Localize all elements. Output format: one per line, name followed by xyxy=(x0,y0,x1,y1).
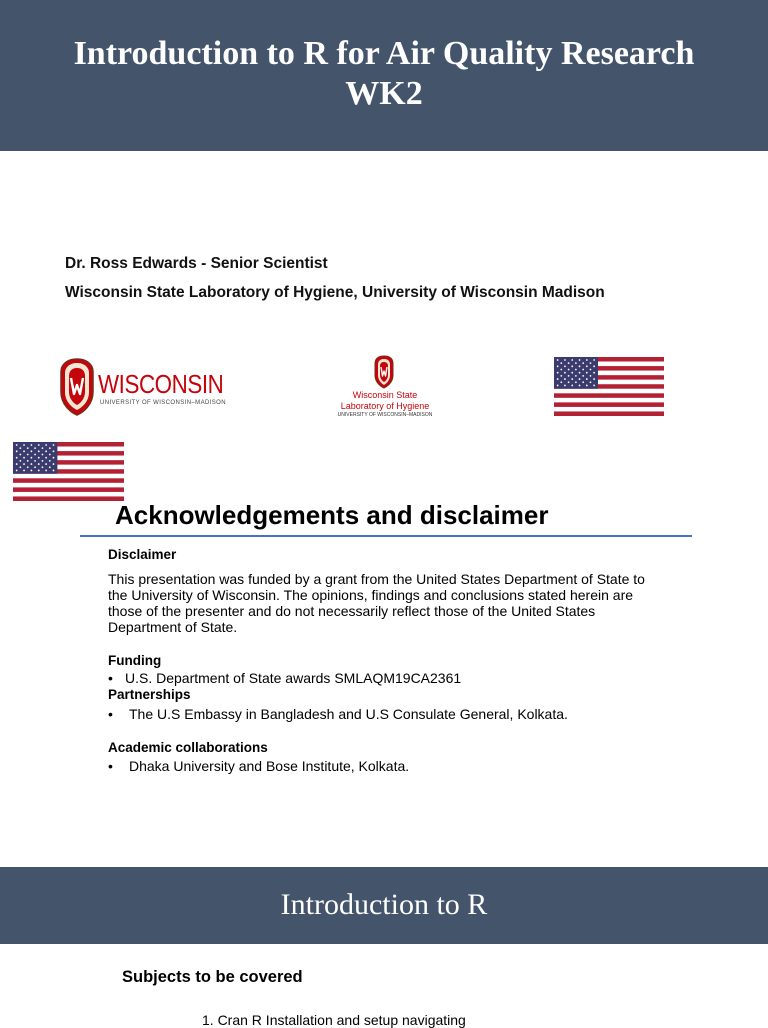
section-banner xyxy=(0,867,768,944)
bullet-icon: • xyxy=(108,758,113,774)
acknowledgements-heading: Acknowledgements and disclaimer xyxy=(115,500,549,530)
uw-crest-icon xyxy=(58,358,96,416)
uw-madison-logo xyxy=(58,356,234,416)
presentation-title xyxy=(0,34,768,114)
wslh-name-line-1: Wisconsin State xyxy=(352,390,418,400)
title-line-2: WK2 xyxy=(345,75,423,112)
bullet-icon: • xyxy=(108,706,113,722)
section-title: Introduction to R xyxy=(280,888,488,921)
funding-item-text: U.S. Department of State awards SMLAQM19CA2361 xyxy=(125,670,462,686)
partnerships-item-text: The U.S Embassy in Bangladesh and U.S Consulate General, Kolkata. xyxy=(129,706,568,722)
heading-divider xyxy=(80,535,692,537)
uw-wordmark: WISCONSIN xyxy=(98,369,224,399)
us-flag-icon xyxy=(554,357,664,416)
disclaimer-title: Disclaimer xyxy=(108,547,177,562)
partnerships-title: Partnerships xyxy=(108,687,191,702)
funding-title: Funding xyxy=(108,653,162,668)
uw-subtitle: UNIVERSITY OF WISCONSIN–MADISON xyxy=(100,400,226,406)
wslh-crest-icon xyxy=(373,355,395,389)
subjects-title: Subjects to be covered xyxy=(122,968,303,986)
us-flag-icon xyxy=(13,442,124,501)
academic-item-text: Dhaka University and Bose Institute, Kolkata. xyxy=(129,758,410,774)
wslh-logo xyxy=(330,355,440,419)
affiliation-line: Wisconsin State Laboratory of Hygiene, University of Wisconsin Madison xyxy=(65,284,605,301)
wslh-subtitle: UNIVERSITY OF WISCONSIN–MADISON xyxy=(337,412,433,418)
title-banner xyxy=(0,0,768,151)
bullet-icon: • xyxy=(108,670,113,686)
academic-title: Academic collaborations xyxy=(108,740,268,755)
wslh-name-line-2: Laboratory of Hygiene xyxy=(340,401,430,411)
title-line-1: Introduction to R for Air Quality Research xyxy=(73,35,695,72)
author-line: Dr. Ross Edwards - Senior Scientist xyxy=(65,255,328,272)
disclaimer-text: This presentation was funded by a grant from the United States Department of State to the University of Wisconsin. The opinions, findings and conclusions stated herein are those of the presenter and do not necessarily reflect those of the United States Department of State. xyxy=(108,571,645,635)
list-item: 1. Cran R Installation and setup navigating xyxy=(202,1012,466,1028)
